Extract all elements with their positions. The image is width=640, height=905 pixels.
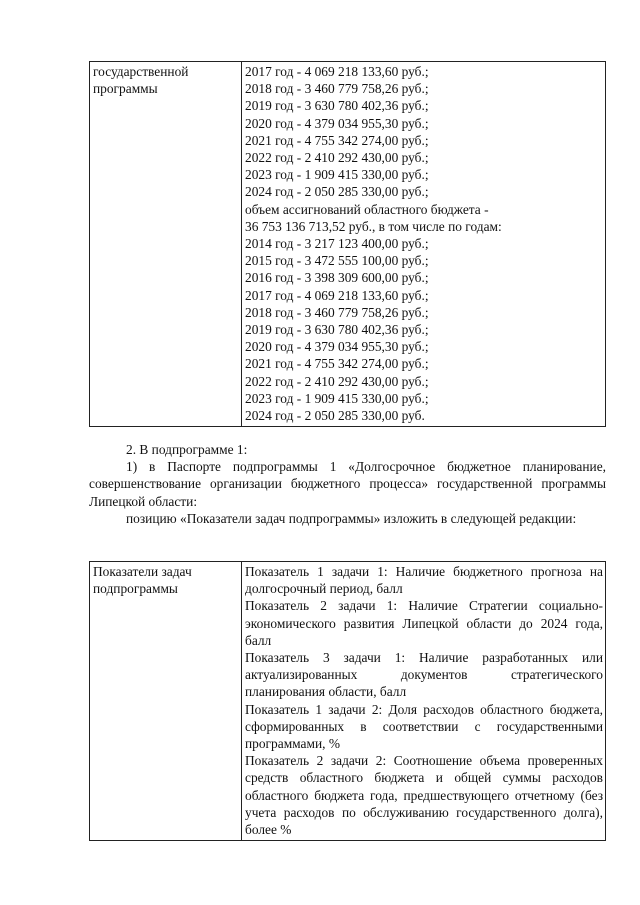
table-label-line: программы — [93, 81, 158, 97]
table-row — [90, 562, 606, 841]
funding-line: 2014 год - 3 217 123 400,00 руб.; — [245, 236, 429, 252]
indicator-item: Показатель 3 задачи 1: Наличие разработанных или актуализированных документов стратегического планирования области, балл — [245, 650, 603, 700]
table-row — [90, 62, 606, 427]
funding-line: 2022 год - 2 410 292 430,00 руб.; — [245, 150, 429, 166]
funding-line: 2019 год - 3 630 780 402,36 руб.; — [245, 322, 429, 338]
funding-line: 2021 год - 4 755 342 274,00 руб.; — [245, 132, 429, 148]
financing-table — [89, 61, 606, 427]
funding-line: 2022 год - 2 410 292 430,00 руб.; — [245, 373, 429, 389]
funding-line: 2024 год - 2 050 285 330,00 руб.; — [245, 184, 429, 200]
funding-line: 2017 год - 4 069 218 133,60 руб.; — [245, 287, 429, 303]
indicator-item: Показатель 2 задачи 2: Соотношение объема проверенных средств областного бюджета и общей суммы расходов областного бюджета года, предшествующего отчетному (без учета расходов по обслуживанию государственного долга), более % — [245, 753, 603, 838]
table-label-line: государственной — [93, 64, 189, 79]
funding-line: 2018 год - 3 460 779 758,26 руб.; — [245, 304, 429, 320]
funding-line: 36 753 136 713,52 руб., в том числе по годам: — [245, 218, 502, 234]
table-label-cell — [90, 62, 242, 427]
table-value-cell — [242, 62, 606, 427]
table-label-cell: Показатели задач подпрограммы — [90, 562, 242, 841]
paragraph-passport: 1) в Паспорте подпрограммы 1 «Долгосрочное бюджетное планирование, совершенствование организации бюджетного процесса» государственной программы Липецкой области: — [89, 459, 606, 509]
funding-line: 2015 год - 3 472 555 100,00 руб.; — [245, 253, 429, 269]
indicators-table — [89, 561, 606, 841]
funding-line: 2021 год - 4 755 342 274,00 руб.; — [245, 356, 429, 372]
funding-line: 2023 год - 1 909 415 330,00 руб.; — [245, 390, 429, 406]
funding-line: 2024 год - 2 050 285 330,00 руб. — [245, 408, 425, 424]
indicator-item: Показатель 1 задачи 1: Наличие бюджетного прогноза на долгосрочный период, балл — [245, 564, 603, 597]
funding-line: 2016 год - 3 398 309 600,00 руб.; — [245, 270, 429, 286]
funding-line: 2023 год - 1 909 415 330,00 руб.; — [245, 167, 429, 183]
funding-line: 2020 год - 4 379 034 955,30 руб.; — [245, 115, 429, 131]
funding-line: 2017 год - 4 069 218 133,60 руб.; — [245, 64, 429, 79]
indicator-item: Показатель 2 задачи 1: Наличие Стратегии социально-экономического развития Липецкой области до 2024 года, балл — [245, 598, 603, 648]
funding-line: объем ассигнований областного бюджета - — [245, 201, 489, 217]
paragraph-position: позицию «Показатели задач подпрограммы» изложить в следующей редакции: — [126, 510, 577, 526]
funding-line: 2018 год - 3 460 779 758,26 руб.; — [245, 81, 429, 97]
table-value-cell — [242, 562, 606, 841]
funding-line: 2020 год - 4 379 034 955,30 руб.; — [245, 339, 429, 355]
body-text — [89, 441, 606, 527]
paragraph-subprogram-heading: 2. В подпрограмме 1: — [126, 442, 248, 457]
funding-line: 2019 год - 3 630 780 402,36 руб.; — [245, 98, 429, 114]
indicator-item: Показатель 1 задачи 2: Доля расходов областного бюджета, сформированных в соответствии с государственными программами, % — [245, 701, 603, 752]
